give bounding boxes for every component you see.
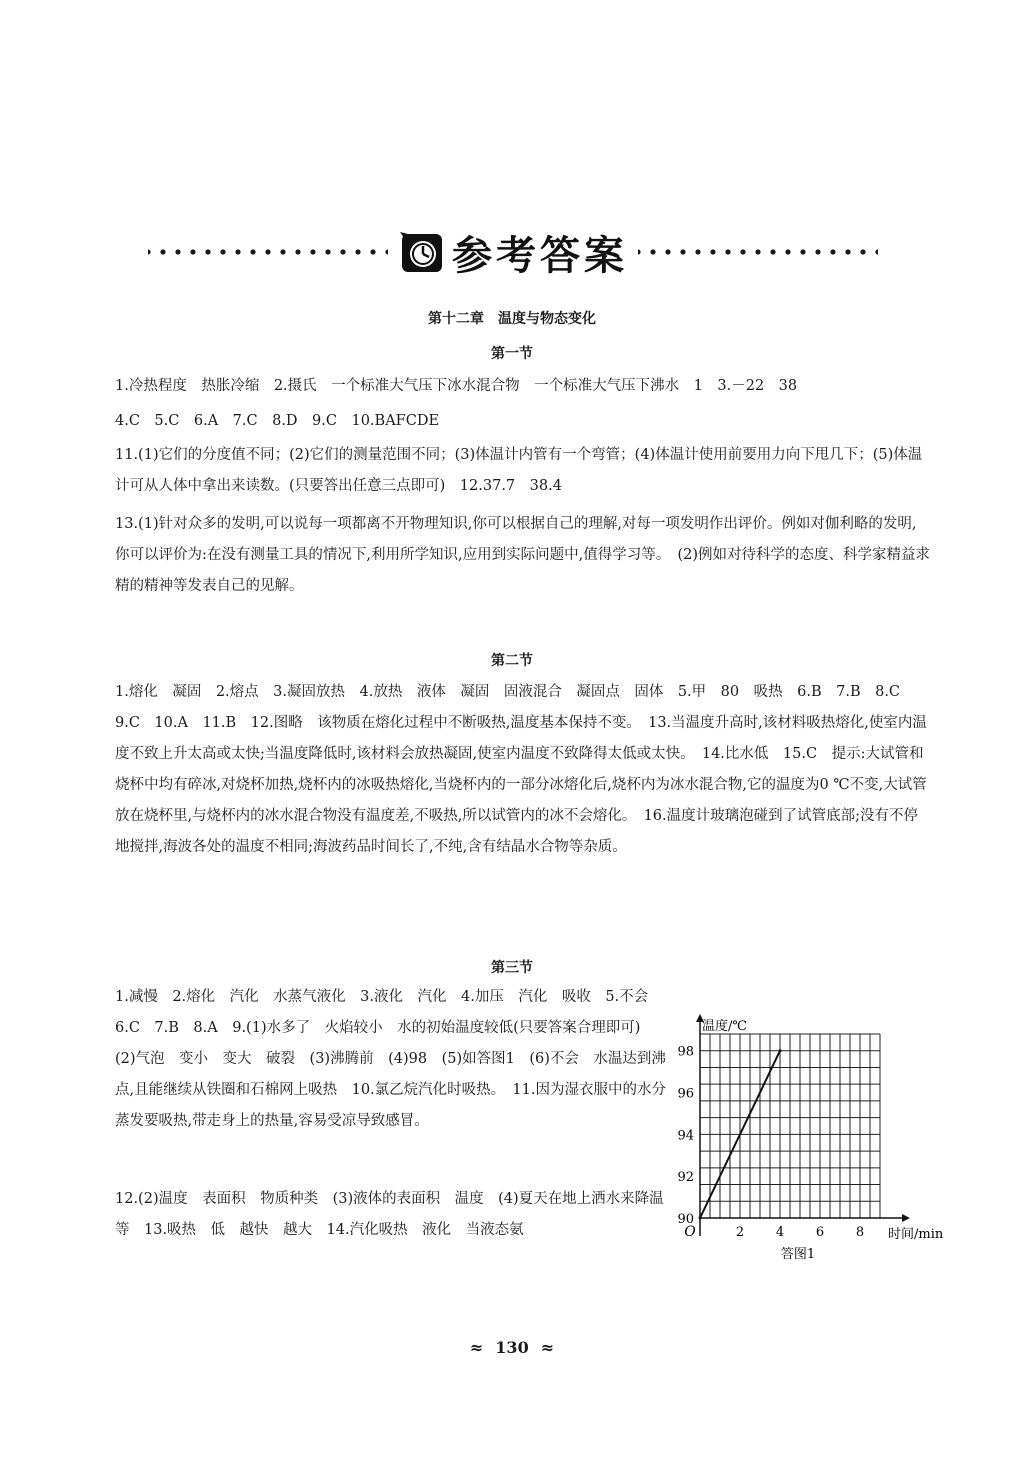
data-point bbox=[699, 1217, 702, 1220]
y-tick-label: 90 bbox=[677, 1212, 694, 1227]
page-number-footer bbox=[440, 1327, 584, 1367]
decorative-dots-right bbox=[638, 245, 878, 259]
figure-caption: 答图1 bbox=[780, 1247, 816, 1262]
temperature-time-chart bbox=[660, 1012, 960, 1272]
page-number: 130 bbox=[495, 1337, 529, 1357]
x-tick-label: 8 bbox=[855, 1225, 865, 1240]
page-title: 参考答案 bbox=[452, 232, 628, 279]
s1-answers-13: 13.(1)针对众多的发明,可以说每一项都离不开物理知识,你可以根据自己的理解,对每一项发明作出评价。例如对伽利略的发明,你可以评价为:在没有测量工具的情况下,利用所学知识,应用到实际问题中,值得学习等。 (2)例如对待科学的态度、科学家精益求精的精神等发表自己的见解。 bbox=[115, 516, 930, 594]
s3-answers-part-2: 12.(2)温度 表面积 物质种类 (3)液体的表面积 温度 (4)夏天在地上洒水来降温等 13.吸热 低 越快 越大 14.汽化吸热 液化 当液态氨 bbox=[115, 1191, 664, 1238]
x-tick-label: 2 bbox=[735, 1225, 745, 1240]
section-title-1: 第一节 bbox=[491, 346, 533, 362]
y-axis-label: 温度/℃ bbox=[702, 1019, 747, 1034]
wave-ornament-right: ≈ bbox=[540, 1337, 555, 1357]
decorative-dots-left bbox=[148, 245, 388, 259]
s1-answers-line-1: 1.冷热程度 热胀冷缩 2.摄氏 一个标准大气压下冰水混合物 一个标准大气压下沸水 1 3.－22 38 bbox=[115, 378, 798, 394]
y-tick-label: 94 bbox=[677, 1128, 694, 1144]
x-axis-label: 时间/min bbox=[888, 1227, 944, 1242]
x-tick-label: 6 bbox=[815, 1225, 825, 1240]
x-tick-label: 4 bbox=[775, 1225, 785, 1240]
y-tick-label: 98 bbox=[677, 1044, 694, 1060]
title-group bbox=[398, 224, 628, 281]
answer-figure-1 bbox=[660, 1012, 960, 1272]
section-title-3: 第三节 bbox=[491, 960, 533, 976]
origin-label: O bbox=[684, 1224, 696, 1240]
y-tick-label: 92 bbox=[677, 1170, 694, 1186]
s2-answers: 1.熔化 凝固 2.熔点 3.凝固放热 4.放热 液体 凝固 固液混合 凝固点 固体 5.甲 80 吸热 6.B 7.B 8.C 9.C 10.A 11.B 12.图略 该物质在熔化过程中不断吸热,温度基本保持不变。 13.当温度升高时,该材料吸热熔化,使室内温度不致上升太高或太快;当温度降低时,该材料会放热凝固,使室内温度不致降得太低或太快。 14.比水低 15.C 提示:大试管和烧杯中均有碎冰,对烧杯加热,烧杯内的冰吸热熔化,当烧杯内的一部分冰熔化后,烧杯内为冰水混合物,它的温度为0 ℃不变,大试管放在烧杯里,与烧杯内的冰水混合物没有温度差,不吸热,所以试管内的冰不会熔化。 16.温度计玻璃泡碰到了试管底部;没有不停地搅拌,海波各处的温度不相同;海波药品时间长了,不纯,含有结晶水合物等杂质。 bbox=[115, 684, 927, 855]
data-point bbox=[779, 1049, 782, 1052]
y-tick-label: 96 bbox=[677, 1086, 694, 1102]
wave-ornament-left: ≈ bbox=[469, 1337, 484, 1357]
section-title-2: 第二节 bbox=[491, 653, 533, 669]
s3-answers-part-1: 1.减慢 2.熔化 汽化 水蒸气液化 3.液化 汽化 4.加压 汽化 吸收 5.不会 6.C 7.B 8.A 9.(1)水多了 火焰较小 水的初始温度较低(只要答案合理即可) (2)气泡 变小 变大 破裂 (3)沸腾前 (4)98 (5)如答图1 (6)不会 水温达到沸点,且能继续从铁圈和石棉网上吸热 10.氯乙烷汽化时吸热。 11.因为湿衣服中的水分蒸发要吸热,带走身上的热量,容易受凉导致感冒。 bbox=[115, 989, 666, 1129]
s1-answers-11-12: 11.(1)它们的分度值不同；(2)它们的测量范围不同；(3)体温计内管有一个弯管；(4)体温计使用前要用力向下甩几下；(5)体温计可从人体中拿出来读数。(只要答出任意三点即可) 12.37.7 38.4 bbox=[115, 447, 923, 494]
alarm-clock-icon bbox=[398, 228, 446, 276]
chapter-title: 第十二章 温度与物态变化 bbox=[428, 311, 596, 327]
x-axis-arrow bbox=[902, 1214, 910, 1222]
title-banner bbox=[148, 222, 878, 282]
s1-answers-line-2: 4.C 5.C 6.A 7.C 8.D 9.C 10.BAFCDE bbox=[115, 413, 440, 429]
